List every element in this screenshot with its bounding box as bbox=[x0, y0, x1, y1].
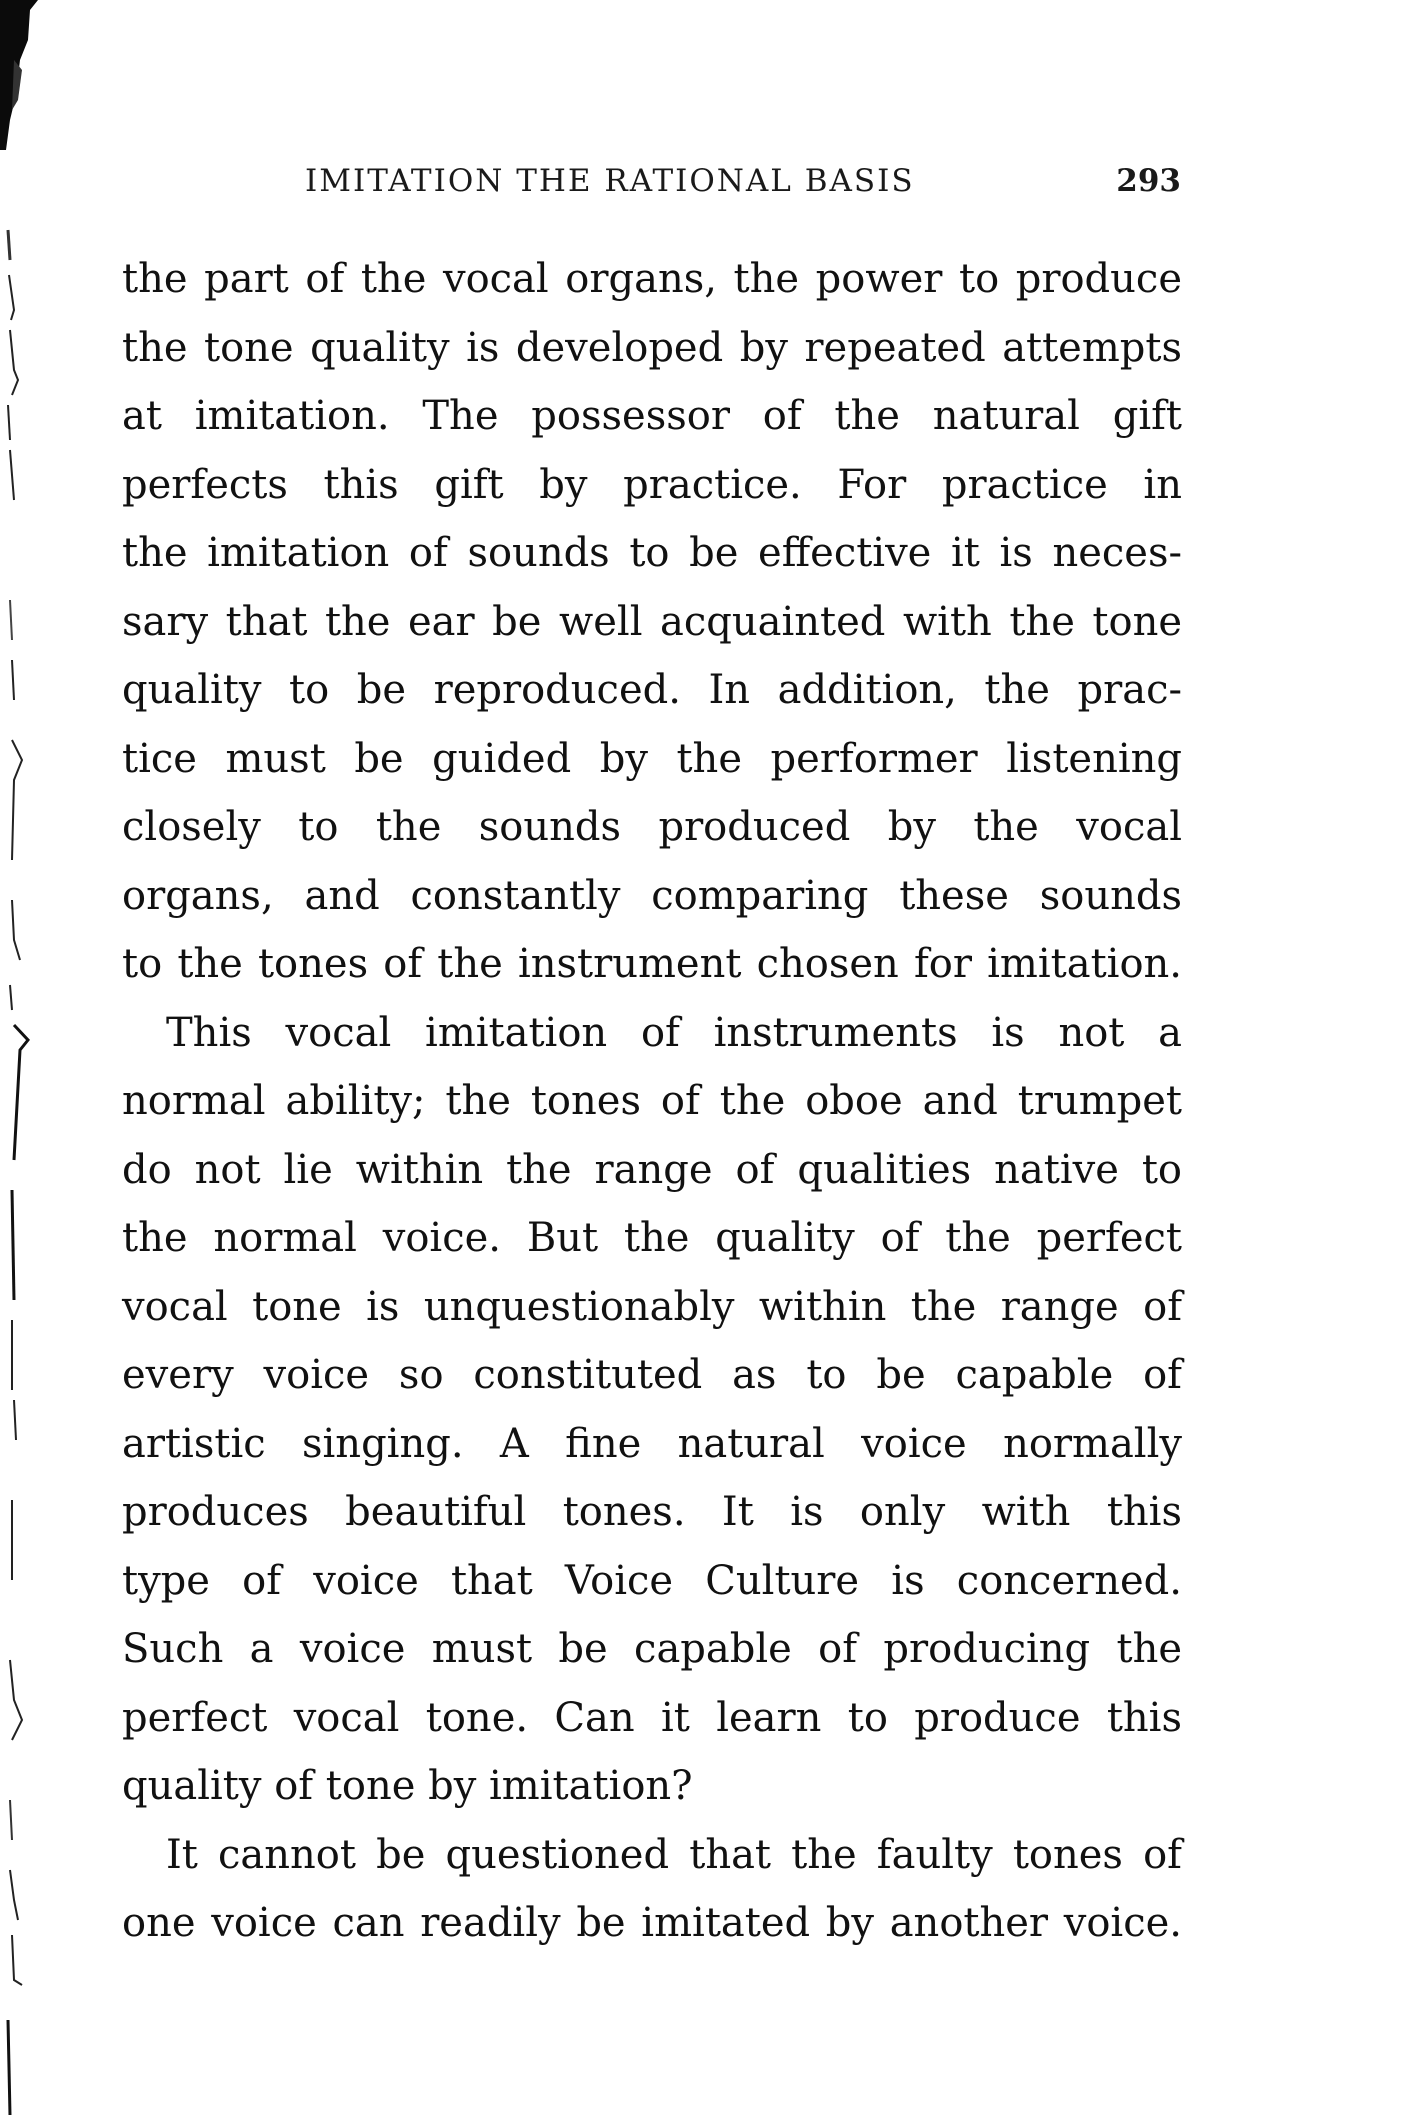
body-text bbox=[122, 245, 1182, 1958]
text-line: vocal tone is unquestionably within the range of bbox=[122, 1283, 1182, 1330]
running-title: IMITATION THE RATIONAL BASIS bbox=[305, 163, 915, 199]
text-line: It cannot be questioned that the faulty tones of bbox=[166, 1831, 1182, 1878]
text-line: Such a voice must be capable of producing the bbox=[122, 1626, 1182, 1672]
text-line: the part of the vocal organs, the power to produce bbox=[122, 256, 1182, 302]
page-number: 293 bbox=[1116, 163, 1181, 199]
text-line: normal ability; the tones of the oboe and trumpet bbox=[122, 1078, 1182, 1124]
paragraph bbox=[122, 245, 1182, 999]
paragraph bbox=[122, 999, 1182, 1821]
text-line: quality of tone by imitation? bbox=[122, 1763, 693, 1809]
text-line: closely to the sounds produced by the vocal bbox=[122, 804, 1182, 850]
running-header bbox=[305, 163, 1181, 207]
text-line: This vocal imitation of instruments is not a bbox=[166, 1009, 1182, 1056]
text-line: one voice can readily be imitated by another voice. bbox=[122, 1900, 1182, 1946]
text-line: artistic singing. A fine natural voice normally bbox=[122, 1420, 1182, 1467]
text-line: every voice so constituted as to be capable of bbox=[122, 1352, 1182, 1398]
text-line: type of voice that Voice Culture is concerned. bbox=[122, 1557, 1182, 1604]
text-line: sary that the ear be well acquainted with the tone bbox=[122, 598, 1182, 645]
paragraph bbox=[122, 1821, 1182, 1958]
text-line: at imitation. The possessor of the natural gift bbox=[122, 393, 1182, 439]
text-line: to the tones of the instrument chosen for imitation. bbox=[122, 941, 1182, 987]
text-line: the normal voice. But the quality of the perfect bbox=[122, 1215, 1182, 1261]
text-line: the tone quality is developed by repeated attempts bbox=[122, 324, 1182, 371]
text-line: tice must be guided by the performer listening bbox=[122, 735, 1182, 782]
text-line: quality to be reproduced. In addition, the prac- bbox=[122, 667, 1182, 713]
text-line: perfect vocal tone. Can it learn to produce this bbox=[122, 1694, 1182, 1741]
text-line: perfects this gift by practice. For practice in bbox=[122, 461, 1182, 508]
text-line: the imitation of sounds to be effective it is neces- bbox=[122, 530, 1182, 576]
text-line: organs, and constantly comparing these sounds bbox=[122, 872, 1182, 919]
text-line: do not lie within the range of qualities native to bbox=[122, 1146, 1182, 1193]
text-line: produces beautiful tones. It is only with this bbox=[122, 1489, 1182, 1535]
binding-edge-marks bbox=[0, 0, 60, 2115]
